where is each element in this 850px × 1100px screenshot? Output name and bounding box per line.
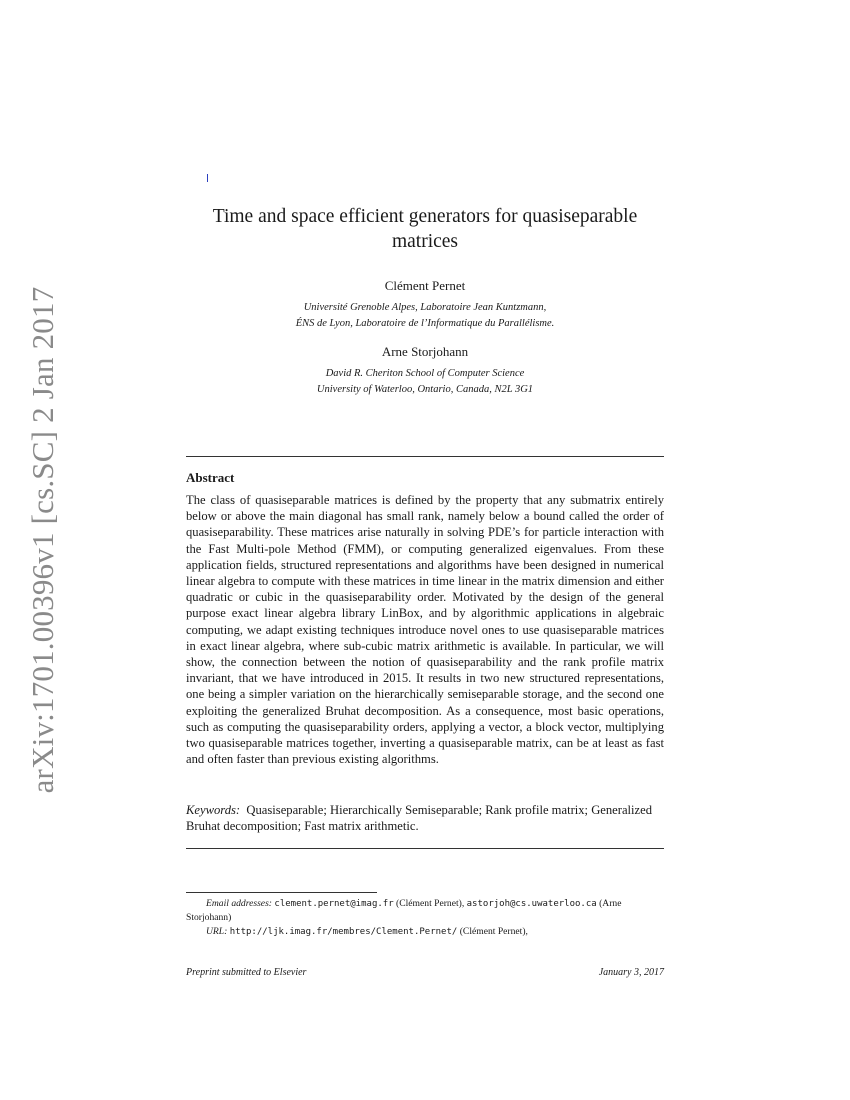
- arxiv-sidebar: [0, 0, 80, 1100]
- author-2-affiliation: [150, 366, 700, 397]
- affiliation-line: David R. Cheriton School of Computer Science: [325, 368, 525, 379]
- email-owner-1: (Clément Pernet),: [396, 898, 465, 909]
- email-link-1[interactable]: clement.pernet@imag.fr: [274, 899, 394, 909]
- abstract-bottom-rule: [186, 848, 664, 849]
- email-owner-2: (Arne Storjohann): [186, 898, 622, 924]
- author-2-name: Arne Storjohann: [381, 344, 469, 359]
- abstract-heading: Abstract: [186, 470, 235, 485]
- header-marker: [207, 174, 208, 182]
- email-link-2[interactable]: astorjoh@cs.uwaterloo.ca: [466, 899, 597, 909]
- email-footnote: [186, 897, 664, 925]
- preprint-date: January 3, 2017: [598, 967, 664, 978]
- keywords-text: Quasiseparable; Hierarchically Semiseparable; Rank profile matrix; Generalized Bruhat decomposition; Fast matrix arithmetic.: [186, 803, 653, 834]
- author-1-affiliation: [150, 300, 700, 331]
- paper-title: [150, 204, 700, 254]
- affiliation-line: Université Grenoble Alpes, Laboratoire Jean Kuntzmann,: [303, 302, 547, 313]
- footnote-rule: [186, 892, 377, 893]
- preprint-notice: Preprint submitted to Elsevier: [186, 967, 307, 978]
- url-link[interactable]: http://ljk.imag.fr/membres/Clement.Pernet/: [229, 926, 458, 937]
- title-line-1: Time and space efficient generators for quasiseparable: [212, 206, 638, 227]
- abstract-top-rule: [186, 456, 664, 457]
- affiliation-line: University of Waterloo, Ontario, Canada, N2L 3G1: [316, 383, 534, 395]
- email-label: Email addresses:: [206, 898, 272, 909]
- abstract-text: The class of quasiseparable matrices is defined by the property that any submatrix entirely below or above the main diagonal has small rank, namely below a bound called the order of quasiseparability. These matrices arise naturally in solving PDE’s for particle interaction with the Fast Multi-pole Method (FMM), or computing generalized eigenvalues. From these application fields, structured representations and algorithms have been designed in numerical linear algebra to compute with these matrices in time linear in the matrix dimension and either quadratic or cubic in the quasiseparability order. Motivated by the design of the general purpose exact linear algebra library LinBox, and by algorithmic applications in algebraic computing, we adapt existing techniques introduce novel ones to use quasiseparable matrices in exact linear algebra, where sub-cubic matrix arithmetic is available. In particular, we will show, the connection between the notion of quasiseparability and the rank profile matrix invariant, that we have introduced in 2015. It results in two new structured representations, one being a simpler variation on the hierarchically semiseparable storage, and the second one exploiting the generalized Bruhat decomposition. As a consequence, most basic operations, such as computing the quasiseparability orders, applying a vector, a block vector, multiplying two quasiseparable matrices together, inverting a quasiseparable matrix, can be at least as fast and often faster than previous existing algorithms.: [186, 493, 664, 767]
- url-owner: (Clément Pernet),: [459, 925, 528, 937]
- keywords: [186, 802, 664, 834]
- url-label: URL:: [206, 925, 228, 937]
- author-1-name: Clément Pernet: [384, 278, 466, 293]
- footnotes: [186, 897, 664, 939]
- title-line-2: matrices: [391, 231, 459, 252]
- arxiv-identifier: arXiv:1701.00396v1 [cs.SC] 2 Jan 2017: [25, 286, 60, 794]
- affiliation-line: ÉNS de Lyon, Laboratoire de l’Informatique du Parallélisme.: [295, 317, 555, 329]
- keywords-label: Keywords:: [186, 803, 241, 817]
- url-footnote: [186, 925, 664, 939]
